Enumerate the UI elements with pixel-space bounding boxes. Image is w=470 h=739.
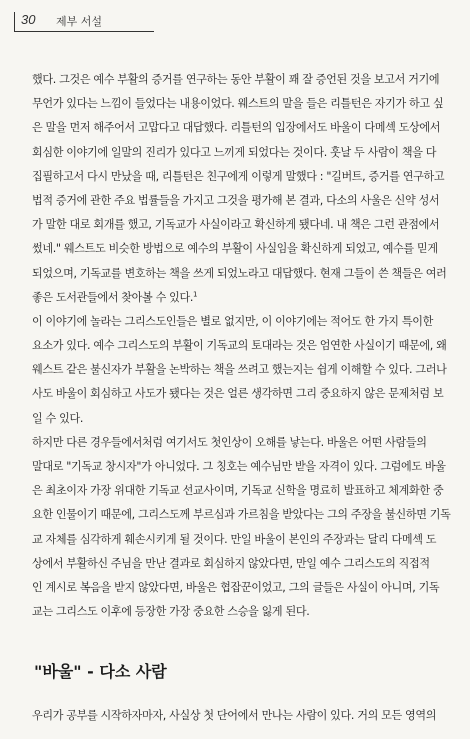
header-horizontal-rule (14, 31, 154, 32)
body-line: 집필하고서 다시 만났을 때, 리틀턴은 친구에게 이렇게 말했다 : "길버트, 증거를 연구하고 (32, 169, 445, 183)
body-line: 교 자체를 심각하게 훼손시키게 될 것이다. 만일 바울이 본인의 주장과는 달리 다메섹 도 (32, 532, 437, 546)
body-line: 하지만 다른 경우들에서처럼 여기서도 첫인상이 오해를 낳는다. 바울은 어떤 사람들의 (32, 435, 427, 449)
footnote-marker: 1 (193, 290, 198, 298)
body-line: 요한 인물이기 때문에, 그리스도께 부르심과 가르침을 받았다는 그의 주장을 불신하면 기독 (32, 508, 451, 522)
body-line-text: 좋은 도서관들에서 찾아볼 수 있다. (32, 290, 194, 304)
body-line: 했다. 그것은 예수 부활의 증거를 연구하는 동안 부활이 꽤 잘 증언된 것을 보고서 거기에 (32, 73, 440, 86)
page-number: 30 (21, 12, 36, 27)
running-header (14, 10, 470, 32)
body-line: 은 말을 먼저 해주어서 고맙다고 대답했다. 리틀턴의 입장에서도 바울이 다메섹 도상에서 (32, 121, 441, 135)
part-label: 제부 서설 (56, 15, 103, 28)
body-line-with-footnote (32, 286, 456, 310)
body-line: 이 이야기에 놀라는 그리스도인들은 별로 없지만, 이 이야기에는 적어도 한 가지 특이한 (32, 314, 433, 328)
body-line: 요소가 있다. 예수 그리스도의 부활이 기독교의 토대라는 것은 엄연한 사실이기 때문에, 왜 (32, 339, 447, 353)
header-vertical-rule (14, 12, 15, 32)
section-heading: "바울" - 다소 사람 (34, 662, 167, 681)
body-line: 무언가 있다는 느낌이 들었다는 내용이었다. 웨스트의 말을 들은 리틀턴은 자기가 하고 싶 (32, 97, 444, 111)
body-line: 썼네." 웨스트도 비슷한 방법으로 예수의 부활이 사실임을 확신하게 되었고, 예수를 믿게 (32, 242, 438, 256)
body-line: 교는 그리스도 이후에 등장한 가장 중요한 스승을 잃게 된다. (32, 605, 310, 619)
body-line: 가 말한 대로 회개를 했고, 기독교가 사실이라고 확신하게 됐다네. 내 책은 그런 관점에서 (32, 218, 440, 232)
body-line: 사도 바울이 회심하고 사도가 됐다는 것은 얼른 생각하면 그리 중요하지 않은 문제처럼 보 (32, 387, 444, 401)
body-line: 되었으며, 기독교를 변호하는 책을 쓰게 되었노라고 대답했다. 현재 그들이 쓴 책들은 여러 (32, 266, 447, 280)
body-line: 우리가 공부를 시작하자마자, 사실상 첫 단어에서 만나는 사람이 있다. 거의 모든 영역의 (32, 709, 437, 722)
body-line: 인 계시로 복음을 받지 않았다면, 바울은 협잡꾼이었고, 그의 글들은 사실이 아니며, 기독 (32, 580, 440, 594)
body-line: 은 최초이자 가장 위대한 기독교 선교사이며, 기독교 신학을 명료히 발표하고 체계화한 중 (32, 484, 444, 498)
body-line: 일 수 있다. (32, 411, 83, 425)
body-text (32, 68, 456, 624)
body-line: 말대로 "기독교 창시자"가 아니었다. 그 칭호는 예수님만 받을 자격이 있다. 그럼에도 바울 (32, 460, 446, 473)
body-line: 상에서 부활하신 주님을 만난 결과로 회심하지 않았다면, 만일 예수 그리스도의 직접적 (32, 556, 430, 570)
body-line: 회심한 이야기에 일말의 진리가 있다고 느끼게 되었다는 것이다. 훗날 두 사람이 책을 다 (32, 145, 437, 159)
body-line: 법적 증거에 관한 주요 법률들을 가지고 그것을 평가해 본 결과, 다소의 사울은 신약 성서 (32, 193, 440, 207)
body-line: 웨스트 같은 불신자가 부활을 논박하는 책을 쓰려고 했는지는 쉽게 이해할 수 있다. 그러나 (32, 363, 447, 377)
